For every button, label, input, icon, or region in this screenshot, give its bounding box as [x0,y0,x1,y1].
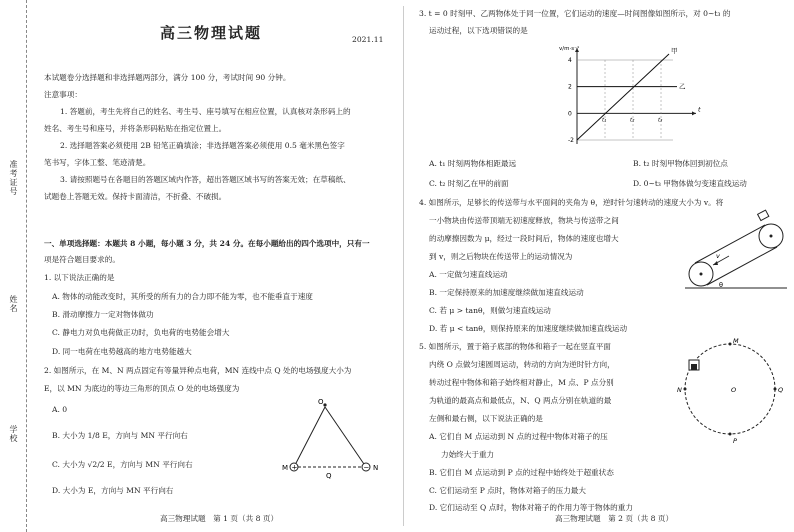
exam-number-label: 准考证号 [9,160,18,196]
series-label: 甲 [671,47,678,55]
point-o [323,403,326,406]
section-heading: 一、单项选择题：本题共 8 小题，每小题 3 分，共 24 分。在每小题给出的四个选项中，只有一 [44,239,370,248]
q4-option-a: A. 一定做匀速直线运动 [429,270,508,279]
label-q: Q [778,386,784,394]
triangle-side-right [325,407,366,467]
series-line [577,54,669,140]
x-tick-label: t₃ [658,117,663,124]
label-p: P [733,437,737,445]
q2-stem: 2. 如图所示，在 M、N 两点固定有等量异种点电荷，MN 连线中点 Q 处的电场强度大小为 [44,366,352,375]
notice-title: 注意事项： [44,90,82,99]
note-line: 1. 答题前，考生先将自己的姓名、考生号、座号填写在相应位置，认真核对条形码上的 [60,107,351,116]
block [758,210,769,220]
q5-circle-diagram [675,336,785,446]
series-label: 乙 [679,82,686,91]
q5-option-c: C. 它们运动至 P 点时，物体对箱子的压力最大 [429,486,586,495]
object-in-box [691,364,697,370]
label-theta: θ [719,281,723,289]
q2-option-b: B. 大小为 1/8 E，方向与 MN 平行向右 [52,431,188,440]
page-2 [405,0,794,532]
q5-option-d: D. 它们运动至 Q 点时，物体对箱子的作用力等于物体的重力 [429,503,633,512]
exam-date: 2021.11 [352,35,384,44]
q3-option-a: A. t₁ 时刻两物体相距最远 [429,159,517,168]
y-tick-label: 2 [568,83,572,91]
section-heading-cont: 项是符合题目要求的。 [44,255,120,264]
note-line: 3. 请按照题号在各题目的答题区域内作答，超出答题区域书写的答案无效；在草稿纸、 [60,175,351,184]
label-o: O [318,398,324,406]
label-q: Q [326,472,332,480]
q4-stem-cont: 到 v，则之后物块在传送带上的运动情况为 [429,252,573,261]
name-label: 姓名 [9,295,18,313]
orbit-circle [685,344,775,434]
y-tick-label: 4 [568,57,572,64]
q3-option-b: B. t₂ 时刻甲物体回到初位点 [633,159,728,168]
q1-option-d: D. 同一电荷在电势越高的地方电势能越大 [52,347,192,356]
triangle-side-left [294,407,325,467]
label-m: M [733,337,739,345]
belt-upper [695,225,765,263]
q2-stem-cont: E，以 MN 为底边的等边三角形的顶点 O 处的电场强度为 [44,384,240,393]
q4-stem: 4. 如图所示，足够长的传送带与水平面间的夹角为 θ，逆时针匀速转动的速度大小为 v。将 [419,198,724,207]
q5-option-a: A. 它们自 M 点运动到 N 点的过程中物体对箱子的压 [429,432,608,441]
cut-line [26,0,27,532]
q4-stem-cont: 的动摩擦因数为 μ，经过一段时间后，物体的速度也增大 [429,234,619,243]
label-n: N [373,464,379,472]
q3-stem-cont: 运动过程，以下选项错误的是 [429,26,528,35]
q2-option-d: D. 大小为 E，方向与 MN 平行向右 [52,486,174,495]
q2-triangle-diagram [280,395,385,480]
label-n: N [677,386,682,394]
page-footer: 高三物理试题 第 2 页（共 8 页） [555,514,674,523]
q5-stem-cont: 转动过程中物体和箱子始终相对静止，M 点、P 点分别 [429,378,614,387]
label-v: v [716,252,720,260]
q4-stem-cont: 一小物块由传送带顶端无初速度释放，物块与传送带之间 [429,216,619,225]
q4-conveyor-diagram [683,208,789,292]
q4-option-c: C. 若 μ > tanθ，则做匀速直线运动 [429,306,551,315]
x-axis-arrow [692,111,696,115]
y-axis-label: v/m·s⁻¹ [559,46,580,52]
note-line: 试题卷上答题无效。保持卡面清洁，不折叠、不破损。 [44,192,227,201]
x-axis-label: t [698,105,701,114]
note-line: 笔书写，字体工整、笔迹清楚。 [44,158,151,167]
q5-stem-cont: 左侧和最右侧，以下说法正确的是 [429,414,543,423]
minus-sign: − [363,463,370,472]
q2-option-a: A. 0 [52,405,68,414]
q1-option-b: B. 滑动摩擦力一定对物体做功 [52,310,154,319]
q2-option-c: C. 大小为 √2/2 E，方向与 MN 平行向右 [52,460,193,469]
label-o: O [731,386,737,394]
y-tick-label: -2 [568,137,574,144]
x-tick-label: t₂ [630,117,635,124]
q3-stem: 3. t = 0 时刻甲、乙两物体处于同一位置，它们运动的速度—时间图像如图所示，对 0~t₃ 的 [419,9,731,18]
arrow-head [713,261,718,265]
intro-text: 本试题卷分选择题和非选择题两部分，满分 100 分，考试时间 90 分钟。 [44,73,291,82]
q3-option-c: C. t₂ 时刻乙在甲的前面 [429,179,509,188]
note-line: 姓名、考生号和座号，并将条形码粘贴在指定位置上。 [44,124,227,133]
x-tick-label: t₁ [602,117,607,124]
note-line: 2. 选择题答案必须使用 2B 铅笔正确填涂；非选择题答案必须使用 0.5 毫米黑色签字 [60,141,345,150]
q1-option-c: C. 静电力对负电荷做正功时，负电荷的电势能会增大 [52,328,230,337]
q3-option-d: D. 0~t₃ 甲物体做匀变速直线运动 [633,179,747,188]
q5-option-a-cont: 力始终大于重力 [441,450,495,459]
page-divider [403,6,404,526]
page-1 [40,0,400,532]
q5-option-b: B. 它们自 M 点运动到 P 点的过程中始终处于超重状态 [429,468,614,477]
page-title: 高三物理试题 [160,24,263,42]
q1-stem: 1. 以下说法正确的是 [44,273,115,282]
q5-stem-cont: 内绕 O 点做匀速圆周运动，转动的方向为逆时针方向， [429,360,615,369]
vt-chart [555,40,705,148]
school-label: 学校 [9,425,18,443]
q4-option-b: B. 一定保持原来的加速度继续做加速直线运动 [429,288,584,297]
label-m: M [282,464,289,472]
page-footer: 高三物理试题 第 1 页（共 8 页） [160,514,279,523]
q1-option-a: A. 物体的动能改变时，其所受的所有力的合力即不能为零，也不能垂直于速度 [52,292,313,301]
y-tick-label: 0 [568,110,572,118]
q5-stem-cont: 为轨道的最高点和最低点，N、Q 两点分别在轨道的最 [429,396,612,405]
q5-stem: 5. 如图所示，置于箱子底部的物体和箱子一起在竖直平面 [419,342,611,351]
q4-option-d: D. 若 μ < tanθ，则保持原来的加速度继续做加速直线运动 [429,324,628,333]
plus-sign: + [291,463,298,472]
